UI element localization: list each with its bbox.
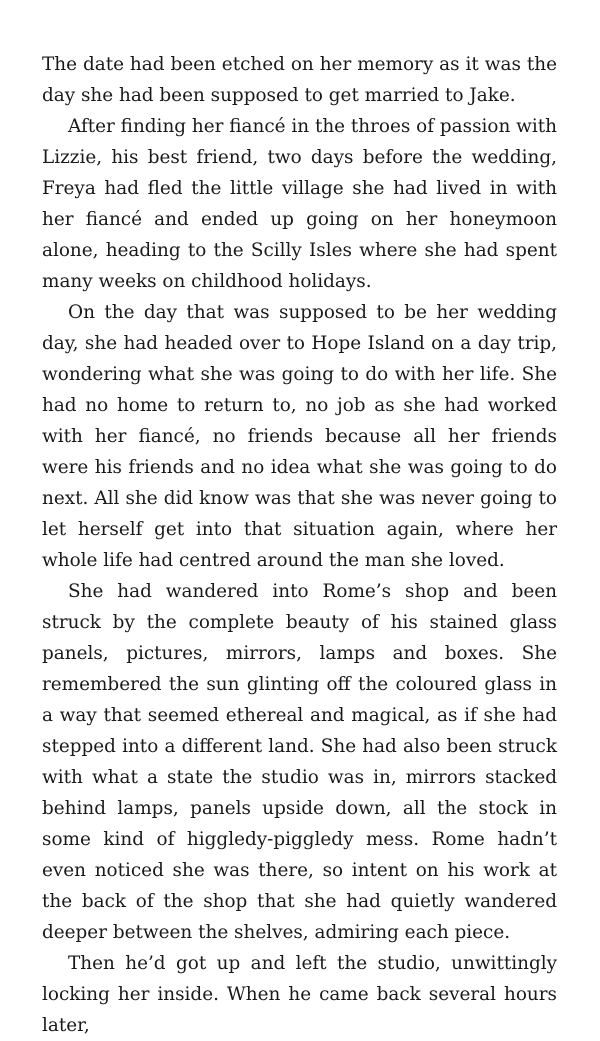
book-page-text [42, 49, 557, 1041]
paragraph-5: Then he’d got up and left the studio, unwittingly locking her inside. When he came back several hours later, [42, 953, 557, 1036]
paragraph-4: She had wandered into Rome’s shop and been struck by the complete beauty of his stained glass panels, pictures, mirrors, lamps and boxes. She remembered the sun glinting off the coloured glass in a way that seemed ethereal and magical, as if she had stepped into a different land. She had also been struck with what a state the studio was in, mirrors stacked behind lamps, panels upside down, all the stock in some kind of higgledy-piggledy mess. Rome hadn’t even noticed she was there, so intent on his work at the back of the shop that she had quietly wandered deeper between the shelves, admiring each piece. [42, 581, 557, 943]
paragraph-3: On the day that was supposed to be her wedding day, she had headed over to Hope Island on a day trip, wondering what she was going to do with her life. She had no home to return to, no job as she had worked with her fiancé, no friends because all her friends were his friends and no idea what she was going to do next. All she did know was that she was never going to let herself get into that situation again, where her whole life had centred around the man she loved. [42, 302, 557, 571]
paragraph-2: After finding her fiancé in the throes of passion with Lizzie, his best friend, two days before the wedding, Freya had fled the little village she had lived in with her fiancé and ended up going on her honeymoon alone, heading to the Scilly Isles where she had spent many weeks on childhood holidays. [42, 116, 558, 292]
paragraph-1: The date had been etched on her memory as it was the day she had been supposed to get married to Jake. [42, 54, 557, 106]
